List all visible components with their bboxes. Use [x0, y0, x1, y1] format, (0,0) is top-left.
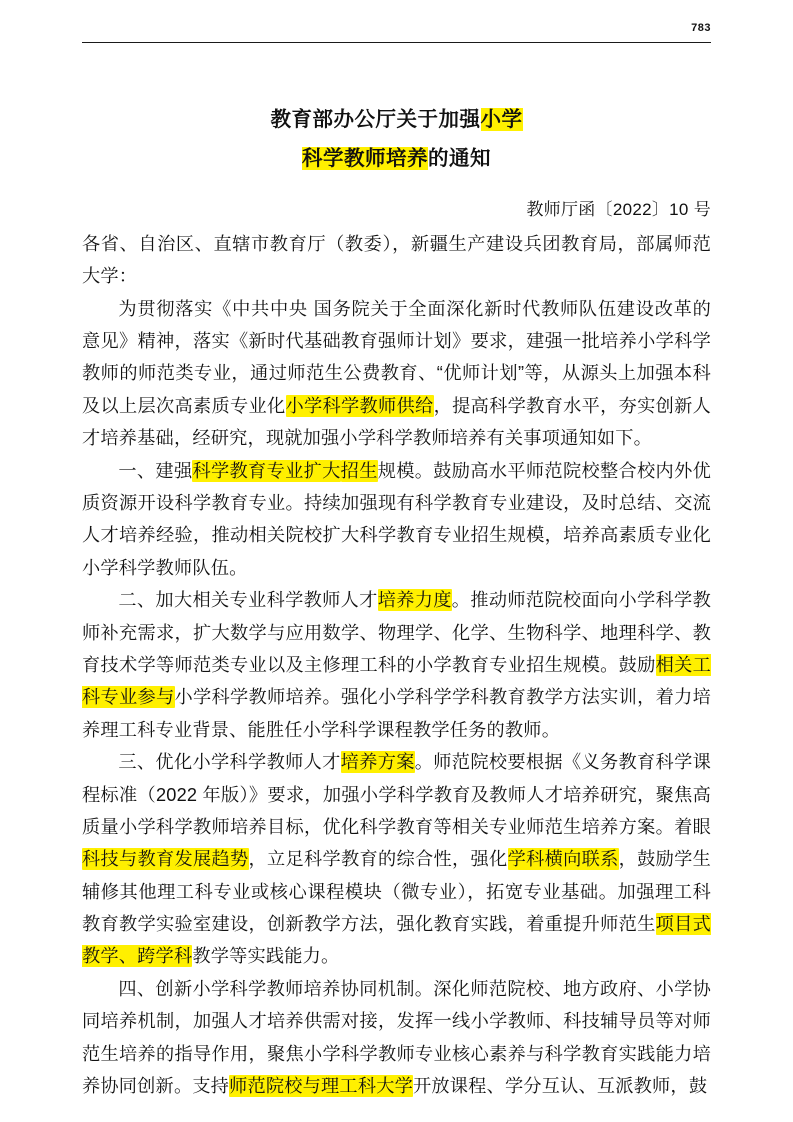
document-title	[82, 101, 711, 179]
item2-text-c: 小学科学教师培养。强化小学科学学科教育教学方法实训，着力培养理工科专业背景、能胜任小学科学课程教学任务的教师。	[82, 687, 711, 740]
paragraph-addressee	[82, 228, 711, 293]
item1-highlight-1: 科学教育专业扩大	[192, 460, 341, 481]
preamble-text-b: ，提高科学教育水平，夯实创新人才培养基础，经研究，现就加强小学科学教师培养有关事项通知如下。	[82, 395, 711, 449]
item1-text-b: 规模。鼓励高水平师范院校整合校内外优质资源开设科学教育专业。持续加强现有科学教育专业建设，及时总结、交流人才培养经验，推动相关院校扩大科学教育专业招生规模，培养高素质专业化小学科学教师队伍。	[82, 460, 711, 578]
document-body	[82, 228, 711, 1103]
item3-text-d: ，鼓励学生辅修其他理工科专业或核心课程模块（微专业），拓宽专业基础。加强理工科教育教学实验室建设，创新教学方法，强化教育实践，着重提升师范生	[82, 849, 711, 935]
page-number: 783	[691, 22, 711, 34]
item3-highlight-2: 科技与教育发展趋势	[82, 849, 249, 870]
item3-text-b: 。师范院校要根据《义务教育科学课程标准（2022 年版）》要求，加强小学科学教育及教师人才培养研究，聚焦高质量小学科学教师培养目标，优化科学教育等相关专业师范生培养方案。着眼	[82, 752, 711, 837]
item4-text-a: 四、创新小学科学教师培养协同机制。深化师范院校、地方政府、小学协同培养机制，加强人才培养供需对接，发挥一线小学教师、科技辅导员等对师范生培养的指导作用，聚焦小学科学教师专业核心素养与科学教育实践能力培养协同创新。支持	[82, 978, 711, 1097]
item2-highlight-1: 培养力度	[377, 590, 452, 611]
paragraph-item-3	[82, 746, 711, 973]
document-number: 教师厅函〔2022〕10 号	[526, 199, 711, 219]
preamble-highlight-1: 小学科学教师供给	[285, 395, 434, 416]
item3-text-e: 教学等实践能力。	[192, 946, 340, 967]
item1-highlight-2: 招生	[340, 460, 378, 481]
title-line-1	[82, 101, 711, 140]
title-line-1-text: 教育部办公厅关于加强	[270, 108, 481, 131]
item3-highlight-3: 学科横向联系	[507, 849, 619, 870]
item3-highlight-4: 项目式教学、跨学科	[82, 914, 712, 967]
item2-text-a: 二、加大相关专业科学教师人才	[118, 590, 378, 611]
item2-text-b: 。推动师范院校面向小学科学教师补充需求，扩大数学与应用数学、物理学、化学、生物科学、地理科学、教育技术学等师范类专业以及主修理工科的小学教育专业招生规模。鼓励	[82, 590, 711, 675]
item4-highlight-1: 师范院校与理工科大学	[229, 1076, 413, 1097]
page-number-row	[82, 0, 711, 36]
paragraph-item-1	[82, 455, 711, 585]
item3-text-a: 三、优化小学科学教师人才	[118, 752, 341, 773]
paragraph-preamble	[82, 293, 711, 455]
paragraph-item-2	[82, 584, 711, 746]
item3-text-c: ，立足科学教育的综合性，强化	[248, 849, 508, 870]
title-line-2-highlight: 科学教师培养	[302, 146, 428, 170]
item3-highlight-1: 培养方案	[340, 752, 415, 773]
title-line-2	[82, 140, 711, 179]
item4-text-b: 开放课程、学分互认、互派教师，鼓	[413, 1076, 708, 1097]
item1-text-a: 一、建强	[118, 460, 193, 481]
addressee-text: 各省、自治区、直辖市教育厅（教委），新疆生产建设兵团教育局，部属师范大学：	[82, 233, 711, 287]
title-line-1-highlight: 小学	[480, 108, 523, 131]
header-divider	[82, 42, 711, 43]
preamble-text-a: 为贯彻落实《中共中央 国务院关于全面深化新时代教师队伍建设改革的意见》精神，落实《新时代基础教育强师计划》要求，建强一批培养小学科学教师的师范类专业，通过师范生公费教育、“优师计划”等，从源头上加强本科及以上层次高素质专业化	[82, 298, 711, 416]
paragraph-item-4	[82, 973, 711, 1103]
title-line-2-text: 的通知	[428, 146, 491, 170]
item2-highlight-2: 相关工科专业参与	[82, 654, 712, 708]
